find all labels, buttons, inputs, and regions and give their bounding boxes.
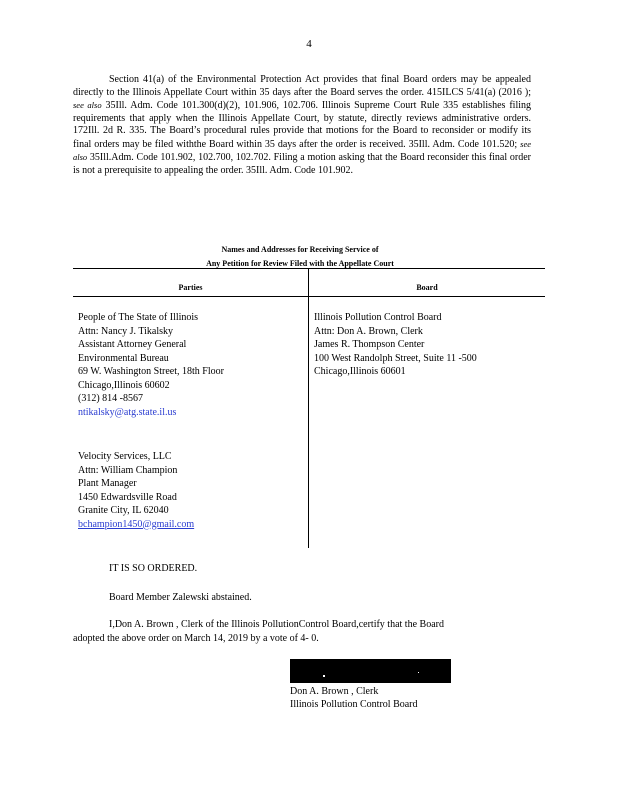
redacted-signature (290, 659, 451, 683)
abstained-statement: Board Member Zalewski abstained. (109, 592, 252, 603)
address-line: Velocity Services, LLC (78, 451, 172, 462)
address-line: Chicago,Illinois 60601 (314, 366, 406, 377)
address-line: 69 W. Washington Street, 18th Floor (78, 366, 224, 377)
service-table-title-line2: Any Petition for Review Filed with the Appellate Court (206, 259, 394, 268)
paragraph-text (73, 74, 531, 176)
parties-column-header: Parties (178, 283, 203, 292)
party-people-of-illinois (78, 311, 224, 419)
page-number: 4 (306, 38, 312, 50)
service-table-title-line1: Names and Addresses for Receiving Service of (221, 245, 379, 254)
signature-org: Illinois Pollution Control Board (290, 699, 418, 710)
address-line: 100 West Randolph Street, Suite 11 -500 (314, 352, 477, 364)
address-line: (312) 814 -8567 (78, 393, 143, 404)
email-link[interactable]: ntikalsky@atg.state.il.us (78, 406, 177, 418)
italic-citation-signal: see also (73, 100, 102, 110)
signature-mark (323, 675, 325, 677)
board-address (314, 311, 477, 379)
address-line: Attn: William Champion (78, 464, 178, 476)
party-velocity-services (78, 450, 220, 531)
address-line: Attn: Nancy J. Tikalsky (78, 325, 174, 337)
certification-line-2: adopted the above order on March 14, 2019 by a vote of 4- 0. (73, 633, 319, 644)
address-line: Granite City, IL 62040 (78, 505, 169, 516)
signature-name: Don A. Brown , Clerk (290, 686, 379, 697)
signature-mark (418, 672, 419, 673)
address-line: 1450 Edwardsville Road (78, 491, 177, 503)
paragraph-segment: 35Ill.Adm. Code 101.902, 102.700, 102.702. Filing a motion asking that the Board reconsider this final order is not a prerequisite to appealing the order. 35Ill. Adm. Code 101.902. (73, 152, 531, 176)
table-header-rule (73, 296, 545, 297)
address-line: Chicago,Illinois 60602 (78, 379, 170, 391)
board-column-header: Board (416, 283, 438, 292)
address-line: People of The State of Illinois (78, 312, 199, 323)
address-line: James R. Thompson Center (314, 339, 425, 350)
so-ordered-statement: IT IS SO ORDERED. (109, 563, 198, 574)
email-link[interactable]: bchampion1450@gmail.com (78, 518, 195, 530)
signature-block (290, 685, 418, 711)
certification-line-1: I,Don A. Brown , Clerk of the Illinois PollutionControl Board,certify that the Board (109, 619, 444, 630)
appeal-paragraph (73, 74, 531, 177)
service-table-title (150, 243, 450, 271)
address-line: Plant Manager (78, 478, 137, 489)
address-line: Environmental Bureau (78, 352, 169, 364)
address-line: Attn: Don A. Brown, Clerk (314, 325, 423, 337)
address-line: Illinois Pollution Control Board (314, 312, 442, 323)
paragraph-segment: Section 41(a) of the Environmental Protection Act provides that final Board orders may be appealed directly to the Illinois Appellate Court within 35 days after the Board serves the order. 415ILCS 5/41(a) (2016 ); (73, 74, 531, 98)
table-top-rule (73, 268, 545, 269)
address-line: Assistant Attorney General (78, 339, 187, 350)
italic-citation-signal: see also (73, 138, 531, 162)
paragraph-segment: 35Ill. Adm. Code 101.300(d)(2), 101.906, 102.706. Illinois Supreme Court Rule 335 establishes filing requirements that apply when the Illinois Appellate Court, by statute, directly reviews administrative orders. 172Ill. 2d R. 335. The Board’s procedural rules provide that motions for the Board to reconsider or modify its final orders may be filed withthe Board within 35 days after the order is received. 35Ill. Adm. Code 101.520; (73, 100, 531, 150)
table-column-divider (308, 268, 309, 548)
